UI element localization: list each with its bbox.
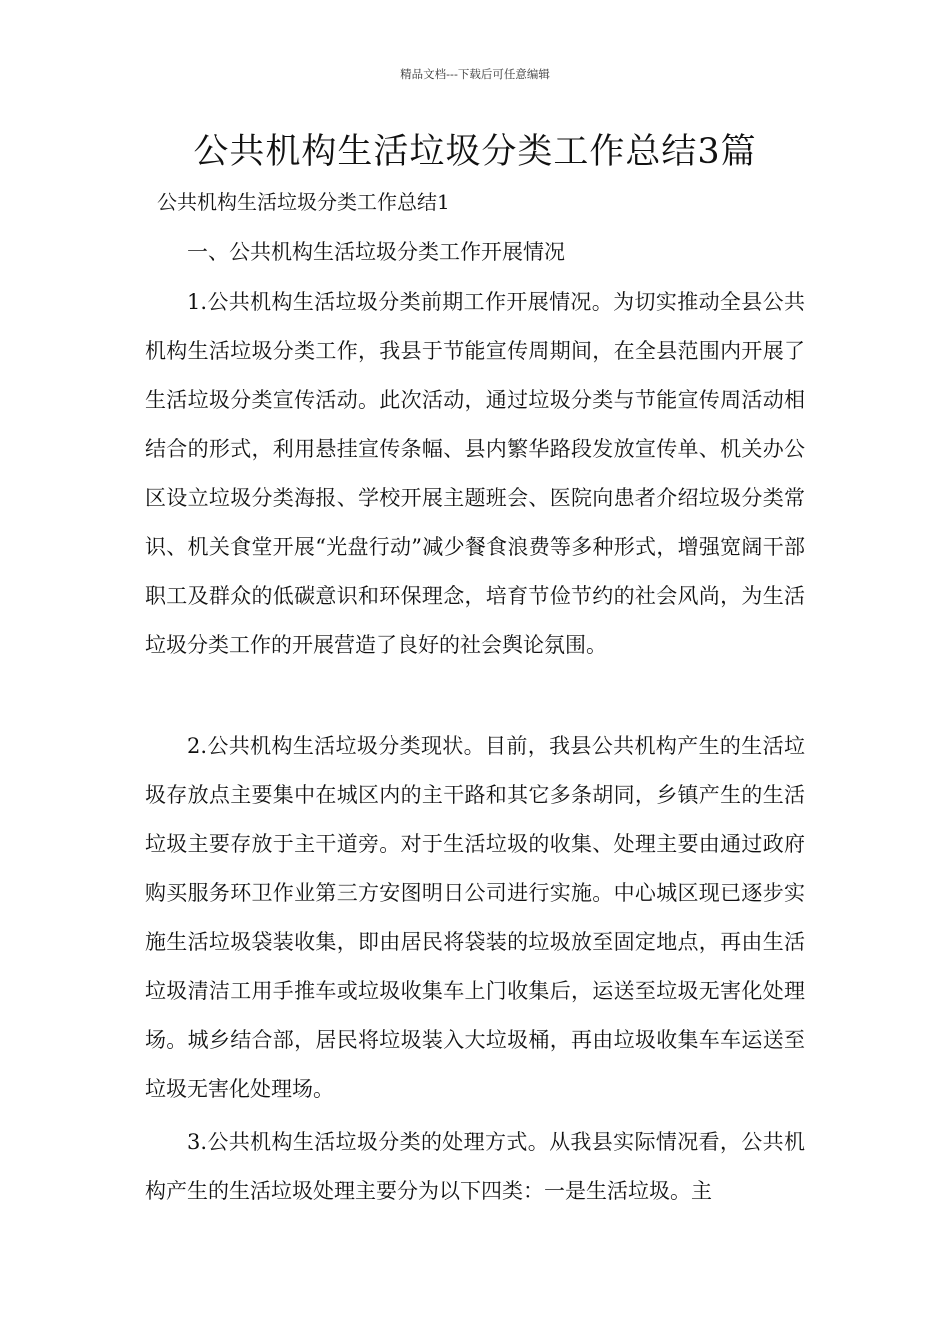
header-note: 精品文档---下载后可任意编辑 xyxy=(400,67,550,81)
paragraph-1 xyxy=(145,278,805,670)
document-subtitle: 公共机构生活垃圾分类工作总结1 xyxy=(157,190,450,214)
paragraph-2-text: 2.公共机构生活垃圾分类现状。目前，我县公共机构产生的生活垃圾存放点主要集中在城区内的主干路和其它多条胡同，乡镇产生的生活垃圾主要存放于主干道旁。对于生活垃圾的收集、处理主要由通过政府购买服务环卫作业第三方安图明日公司进行实施。中心城区现已逐步实施生活垃圾袋装收集，即由居民将袋装的垃圾放至固定地点，再由生活垃圾清洁工用手推车或垃圾收集车上门收集后，运送至垃圾无害化处理场。城乡结合部，居民将垃圾装入大垃圾桶，再由垃圾收集车车运送至垃圾无害化处理场。 xyxy=(145,734,805,1101)
section-heading xyxy=(145,228,805,277)
document-title: 公共机构生活垃圾分类工作总结3篇 xyxy=(193,132,757,172)
paragraph-1-text: 1.公共机构生活垃圾分类前期工作开展情况。为切实推动全县公共机构生活垃圾分类工作，我县于节能宣传周期间，在全县范围内开展了生活垃圾分类宣传活动。此次活动，通过垃圾分类与节能宣传周活动相结合的形式，利用悬挂宣传条幅、县内繁华路段发放宣传单、机关办公区设立垃圾分类海报、学校开展主题班会、医院向患者介绍垃圾分类常识、机关食堂开展“光盘行动”减少餐食浪费等多种形式，增强宽阔干部职工及群众的低碳意识和环保理念，培育节俭节约的社会风尚，为生活垃圾分类工作的开展营造了良好的社会舆论氛围。 xyxy=(145,290,805,657)
paragraph-3 xyxy=(145,1118,805,1216)
paragraph-2 xyxy=(145,722,805,1114)
paragraph-3-text: 3.公共机构生活垃圾分类的处理方式。从我县实际情况看，公共机构产生的生活垃圾处理主要分为以下四类：一是生活垃圾。主 xyxy=(145,1130,805,1203)
section-heading-text: 一、公共机构生活垃圾分类工作开展情况 xyxy=(187,240,565,264)
